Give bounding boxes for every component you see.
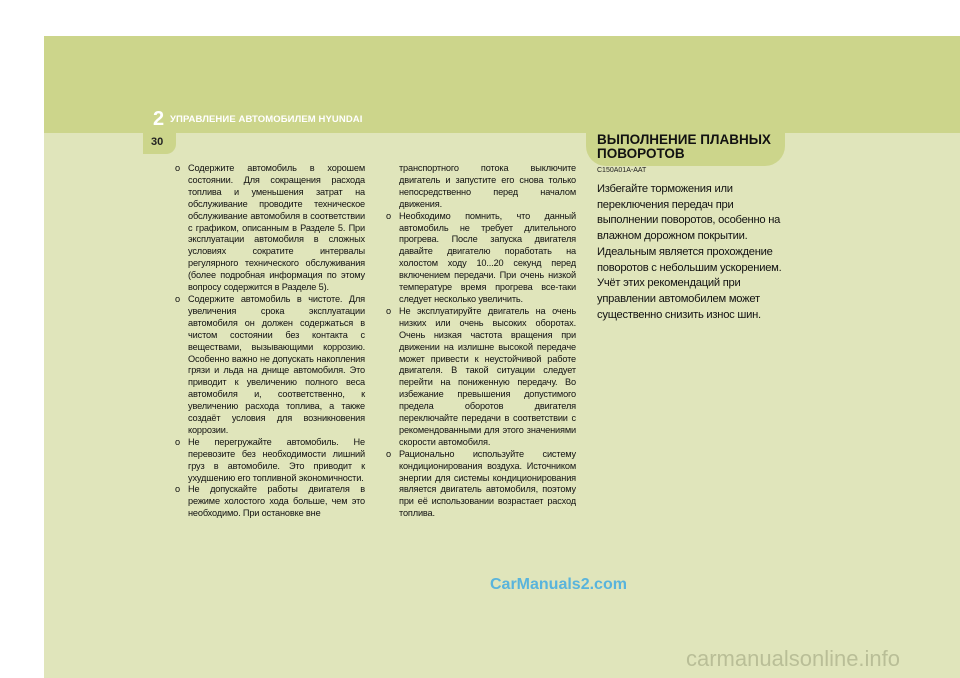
bullet: o [175, 163, 180, 173]
bullet: o [175, 293, 180, 304]
chapter-title: УПРАВЛЕНИЕ АВТОМОБИЛЕМ HYUNDAI [170, 114, 363, 125]
bullet: o [175, 436, 180, 447]
list-item [175, 163, 365, 294]
bullet: o [386, 210, 391, 221]
page-number: 30 [151, 136, 164, 148]
list-item-text: Рационально используйте систему кондиционирования воздуха. Источником энергии для системы кондиционирования является двигатель автомобиля, поэтому при её использовании возрастает расход топлива. [399, 448, 576, 519]
section-body: Избегайте торможения или переключения передач при выполнении поворотов, особенно на влажном дорожном покрытии. Идеальным является прохождение поворотов с небольшим ускорением. Учёт этих рекомендаций при управлении автомобилем может существенно снизить износ шин. [597, 183, 782, 321]
section-title: ВЫПОЛНЕНИЕ ПЛАВНЫХ ПОВОРОТОВ [597, 132, 771, 161]
section-code: C150A01A-AAT [597, 167, 647, 174]
bullet: o [175, 484, 180, 495]
chapter-number: 2 [153, 108, 165, 130]
list-item-text: Не перегружайте автомобиль. Не перевозите без необходимости лишний груз в автомобиле. Это приводит к ухудшению его топливной экономичности. [188, 436, 365, 483]
list-item [175, 437, 365, 485]
list-item [386, 306, 576, 449]
list-item-text: Содержите автомобиль в хорошем состоянии. Для сокращения расхода топлива и уменьшения затрат на обслуживание проводите техническое обслуживание автомобиля в соответствии с графиком, описанным в Разделе 5. При эксплуатации автомобиля в сложных условиях сократите интервалы регулярного технического обслуживания (более подробная информация по этому вопросу содержится в Разделе 5). [188, 163, 365, 293]
middle-column [386, 163, 576, 520]
list-item [175, 484, 365, 520]
continuation-paragraph: транспортного потока выключите двигатель и запустите его снова только непосредственно перед началом движения. [399, 163, 576, 209]
bullet: o [386, 305, 391, 316]
list-item-text: Необходимо помнить, что данный автомобиль не требует длительного прогрева. После запуска двигателя давайте двигателю поработать на холостом ходу 10...20 секунд перед включением передачи. При очень низкой температуре время прогрева все-таки следует несколько увеличить. [399, 210, 576, 304]
list-item-text: Содержите автомобиль в чистоте. Для увеличения срока эксплуатации автомобиля он должен содержаться в чистом состоянии без контакта с веществами, вызывающими коррозию. Особенно важно не допускать накопления грязи и льда на днище автомобиля. Это приводит к увеличению полного веса автомобиля и, соответственно, к увеличению расхода топлива, а также создаёт условия для возникновения коррозии. [188, 293, 365, 435]
list-item [386, 449, 576, 520]
bullet: o [386, 448, 391, 459]
footer-watermark: carmanualsonline.info [686, 646, 901, 671]
list-item [175, 294, 365, 437]
left-column [175, 163, 365, 520]
list-item [386, 211, 576, 306]
list-item-text: Не допускайте работы двигателя в режиме холостого хода больше, чем это необходимо. При остановке вне [188, 484, 365, 519]
list-item-text: Не эксплуатируйте двигатель на очень низких или очень высоких оборотах. Очень низкая частота вращения при движении на излишне высокой передаче может привести к неустойчивой работе двигателя. В такой ситуации следует перейти на пониженную передачу. Во избежание превышения допустимого предела оборотов двигателя переключайте передачи в соответствии с рекомендованными для этого значениями скорости автомобиля. [399, 305, 576, 447]
site-watermark-link[interactable]: CarManuals2.com [490, 576, 627, 593]
